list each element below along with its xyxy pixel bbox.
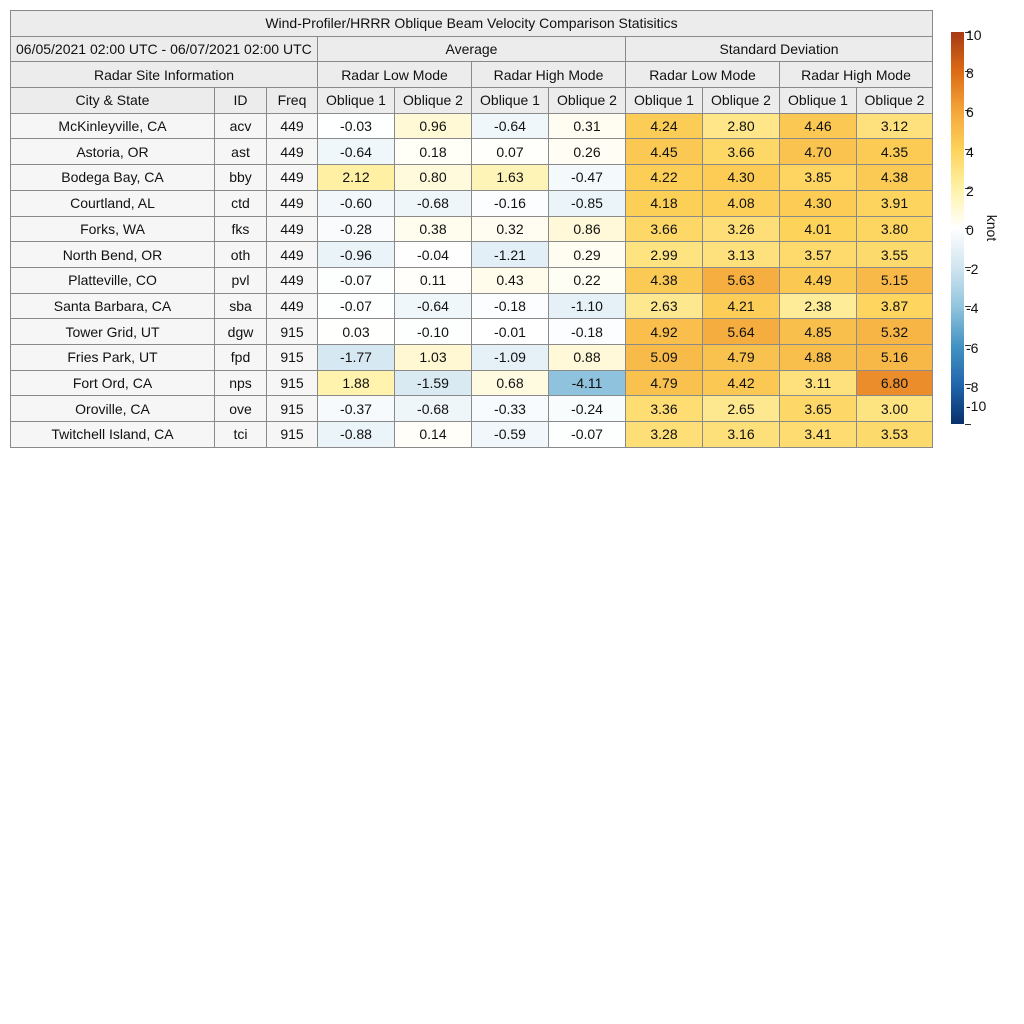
- colorbar-tick-label: -10: [966, 398, 987, 414]
- avg-value-cell: 0.03: [318, 319, 395, 345]
- std-value-cell: 5.09: [626, 344, 703, 370]
- colorbar-tick-label: 0: [966, 222, 974, 238]
- std-value-cell: 3.66: [626, 216, 703, 242]
- std-low-mode-header: Radar Low Mode: [626, 62, 780, 88]
- avg-value-cell: -0.03: [318, 113, 395, 139]
- freq-cell: 449: [267, 113, 318, 139]
- avg-value-cell: -0.10: [395, 319, 472, 345]
- city-cell: Astoria, OR: [11, 139, 215, 165]
- avg-value-cell: -0.16: [472, 190, 549, 216]
- avg-value-cell: 0.32: [472, 216, 549, 242]
- std-value-cell: 3.55: [857, 242, 933, 268]
- table-row: [11, 216, 933, 242]
- avg-value-cell: -1.59: [395, 370, 472, 396]
- column-header: City & State: [11, 88, 215, 114]
- freq-cell: 449: [267, 216, 318, 242]
- city-cell: Platteville, CO: [11, 267, 215, 293]
- avg-value-cell: -0.47: [549, 165, 626, 191]
- avg-value-cell: -0.60: [318, 190, 395, 216]
- id-cell: ove: [215, 396, 267, 422]
- std-value-cell: 4.30: [703, 165, 780, 191]
- colorbar-tick-label: 8: [966, 65, 974, 82]
- avg-value-cell: 0.43: [472, 267, 549, 293]
- id-cell: bby: [215, 165, 267, 191]
- table-row: [11, 139, 933, 165]
- freq-cell: 915: [267, 422, 318, 448]
- std-value-cell: 5.16: [857, 344, 933, 370]
- std-value-cell: 4.24: [626, 113, 703, 139]
- avg-value-cell: 0.26: [549, 139, 626, 165]
- avg-value-cell: -1.21: [472, 242, 549, 268]
- date-range: 06/05/2021 02:00 UTC - 06/07/2021 02:00 UTC: [11, 36, 318, 62]
- table-row: [11, 370, 933, 396]
- column-header: ID: [215, 88, 267, 114]
- avg-value-cell: 1.88: [318, 370, 395, 396]
- avg-value-cell: -0.07: [318, 267, 395, 293]
- std-value-cell: 3.00: [857, 396, 933, 422]
- avg-value-cell: -0.07: [549, 422, 626, 448]
- avg-value-cell: -1.77: [318, 344, 395, 370]
- city-cell: McKinleyville, CA: [11, 113, 215, 139]
- std-value-cell: 4.01: [780, 216, 857, 242]
- avg-value-cell: 0.80: [395, 165, 472, 191]
- avg-value-cell: 1.63: [472, 165, 549, 191]
- avg-value-cell: 1.03: [395, 344, 472, 370]
- column-header: Oblique 1: [318, 88, 395, 114]
- table-row: [11, 293, 933, 319]
- std-value-cell: 4.85: [780, 319, 857, 345]
- table-body: [11, 113, 933, 447]
- city-cell: Fries Park, UT: [11, 344, 215, 370]
- std-value-cell: 2.80: [703, 113, 780, 139]
- colorbar-tick-label: -8: [966, 378, 979, 395]
- freq-cell: 449: [267, 165, 318, 191]
- id-cell: fpd: [215, 344, 267, 370]
- avg-value-cell: 0.18: [395, 139, 472, 165]
- std-value-cell: 3.16: [703, 422, 780, 448]
- std-value-cell: 2.99: [626, 242, 703, 268]
- std-value-cell: 6.80: [857, 370, 933, 396]
- std-value-cell: 4.38: [626, 267, 703, 293]
- freq-cell: 449: [267, 293, 318, 319]
- table-row: [11, 113, 933, 139]
- avg-value-cell: -0.24: [549, 396, 626, 422]
- std-value-cell: 4.35: [857, 139, 933, 165]
- colorbar-tick-label: 6: [966, 104, 974, 121]
- avg-value-cell: -0.07: [318, 293, 395, 319]
- city-cell: Tower Grid, UT: [11, 319, 215, 345]
- avg-value-cell: -0.64: [472, 113, 549, 139]
- std-value-cell: 4.38: [857, 165, 933, 191]
- std-value-cell: 3.85: [780, 165, 857, 191]
- avg-value-cell: -0.64: [395, 293, 472, 319]
- std-value-cell: 4.70: [780, 139, 857, 165]
- avg-value-cell: -1.09: [472, 344, 549, 370]
- id-cell: tci: [215, 422, 267, 448]
- table-row: [11, 344, 933, 370]
- std-value-cell: 3.87: [857, 293, 933, 319]
- std-high-mode-header: Radar High Mode: [780, 62, 933, 88]
- city-cell: Bodega Bay, CA: [11, 165, 215, 191]
- column-header: Oblique 1: [780, 88, 857, 114]
- column-header: Oblique 2: [703, 88, 780, 114]
- std-value-cell: 4.79: [626, 370, 703, 396]
- std-value-cell: 3.11: [780, 370, 857, 396]
- std-value-cell: 2.65: [703, 396, 780, 422]
- avg-value-cell: -0.01: [472, 319, 549, 345]
- std-value-cell: 4.18: [626, 190, 703, 216]
- site-info-header: Radar Site Information: [11, 62, 318, 88]
- id-cell: dgw: [215, 319, 267, 345]
- table-row: [11, 396, 933, 422]
- avg-value-cell: -0.04: [395, 242, 472, 268]
- table-row: [11, 242, 933, 268]
- avg-value-cell: -0.96: [318, 242, 395, 268]
- std-value-cell: 4.46: [780, 113, 857, 139]
- colorbar-tick-label: 10: [966, 27, 982, 43]
- avg-value-cell: -0.85: [549, 190, 626, 216]
- std-value-cell: 4.08: [703, 190, 780, 216]
- std-value-cell: 3.41: [780, 422, 857, 448]
- avg-value-cell: -1.10: [549, 293, 626, 319]
- freq-cell: 449: [267, 190, 318, 216]
- avg-value-cell: 0.96: [395, 113, 472, 139]
- id-cell: ctd: [215, 190, 267, 216]
- avg-value-cell: -0.28: [318, 216, 395, 242]
- std-value-cell: 2.63: [626, 293, 703, 319]
- std-value-cell: 3.66: [703, 139, 780, 165]
- column-header: Oblique 1: [626, 88, 703, 114]
- column-header: Oblique 1: [472, 88, 549, 114]
- colorbar-tick-label: -4: [966, 300, 979, 317]
- city-cell: Twitchell Island, CA: [11, 422, 215, 448]
- city-cell: Courtland, AL: [11, 190, 215, 216]
- id-cell: pvl: [215, 267, 267, 293]
- column-header: Oblique 2: [857, 88, 933, 114]
- std-value-cell: 4.88: [780, 344, 857, 370]
- city-cell: Oroville, CA: [11, 396, 215, 422]
- avg-value-cell: 0.86: [549, 216, 626, 242]
- avg-value-cell: -0.68: [395, 190, 472, 216]
- id-cell: sba: [215, 293, 267, 319]
- avg-value-cell: -0.68: [395, 396, 472, 422]
- freq-cell: 915: [267, 396, 318, 422]
- std-value-cell: 4.30: [780, 190, 857, 216]
- std-value-cell: 2.38: [780, 293, 857, 319]
- avg-value-cell: -0.64: [318, 139, 395, 165]
- std-value-cell: 5.64: [703, 319, 780, 345]
- avg-value-cell: 0.88: [549, 344, 626, 370]
- avg-value-cell: 0.14: [395, 422, 472, 448]
- std-value-cell: 3.28: [626, 422, 703, 448]
- std-value-cell: 3.57: [780, 242, 857, 268]
- column-header: Oblique 2: [395, 88, 472, 114]
- colorbar-tick-label: -6: [966, 339, 979, 356]
- column-header: Freq: [267, 88, 318, 114]
- std-value-cell: 3.65: [780, 396, 857, 422]
- colorbar: [951, 32, 964, 424]
- std-value-cell: 3.53: [857, 422, 933, 448]
- std-value-cell: 4.79: [703, 344, 780, 370]
- std-value-cell: 3.13: [703, 242, 780, 268]
- std-value-cell: 3.91: [857, 190, 933, 216]
- std-value-cell: 4.21: [703, 293, 780, 319]
- std-value-cell: 4.22: [626, 165, 703, 191]
- table-row: [11, 422, 933, 448]
- id-cell: ast: [215, 139, 267, 165]
- std-header: Standard Deviation: [626, 36, 933, 62]
- avg-value-cell: -0.59: [472, 422, 549, 448]
- id-cell: oth: [215, 242, 267, 268]
- avg-value-cell: 0.11: [395, 267, 472, 293]
- average-header: Average: [318, 36, 626, 62]
- std-value-cell: 5.32: [857, 319, 933, 345]
- city-cell: Santa Barbara, CA: [11, 293, 215, 319]
- avg-value-cell: -4.11: [549, 370, 626, 396]
- std-value-cell: 4.49: [780, 267, 857, 293]
- colorbar-tick-label: 4: [966, 143, 974, 160]
- avg-value-cell: 0.22: [549, 267, 626, 293]
- freq-cell: 915: [267, 370, 318, 396]
- avg-value-cell: 0.31: [549, 113, 626, 139]
- avg-value-cell: -0.33: [472, 396, 549, 422]
- city-cell: North Bend, OR: [11, 242, 215, 268]
- avg-value-cell: 2.12: [318, 165, 395, 191]
- avg-high-mode-header: Radar High Mode: [472, 62, 626, 88]
- std-value-cell: 3.36: [626, 396, 703, 422]
- table-row: [11, 165, 933, 191]
- id-cell: nps: [215, 370, 267, 396]
- table-row: [11, 319, 933, 345]
- freq-cell: 449: [267, 267, 318, 293]
- avg-value-cell: -0.37: [318, 396, 395, 422]
- city-cell: Fort Ord, CA: [11, 370, 215, 396]
- std-value-cell: 4.45: [626, 139, 703, 165]
- avg-value-cell: 0.07: [472, 139, 549, 165]
- table-row: [11, 267, 933, 293]
- avg-value-cell: -0.88: [318, 422, 395, 448]
- freq-cell: 449: [267, 139, 318, 165]
- colorbar-tick-mark: [965, 424, 971, 425]
- avg-value-cell: -0.18: [472, 293, 549, 319]
- table-row: [11, 190, 933, 216]
- id-cell: acv: [215, 113, 267, 139]
- city-cell: Forks, WA: [11, 216, 215, 242]
- std-value-cell: 5.15: [857, 267, 933, 293]
- freq-cell: 915: [267, 344, 318, 370]
- avg-value-cell: -0.18: [549, 319, 626, 345]
- colorbar-tick-label: -2: [966, 261, 979, 278]
- std-value-cell: 4.92: [626, 319, 703, 345]
- avg-low-mode-header: Radar Low Mode: [318, 62, 472, 88]
- std-value-cell: 3.26: [703, 216, 780, 242]
- std-value-cell: 5.63: [703, 267, 780, 293]
- freq-cell: 449: [267, 242, 318, 268]
- table-title: Wind-Profiler/HRRR Oblique Beam Velocity Comparison Statisitics: [11, 11, 933, 37]
- avg-value-cell: 0.29: [549, 242, 626, 268]
- colorbar-unit-label: knot: [984, 214, 1000, 242]
- stats-table: [10, 10, 933, 448]
- std-value-cell: 3.12: [857, 113, 933, 139]
- std-value-cell: 4.42: [703, 370, 780, 396]
- column-header: Oblique 2: [549, 88, 626, 114]
- freq-cell: 915: [267, 319, 318, 345]
- colorbar-tick-label: 2: [966, 182, 974, 199]
- avg-value-cell: 0.68: [472, 370, 549, 396]
- id-cell: fks: [215, 216, 267, 242]
- avg-value-cell: 0.38: [395, 216, 472, 242]
- std-value-cell: 3.80: [857, 216, 933, 242]
